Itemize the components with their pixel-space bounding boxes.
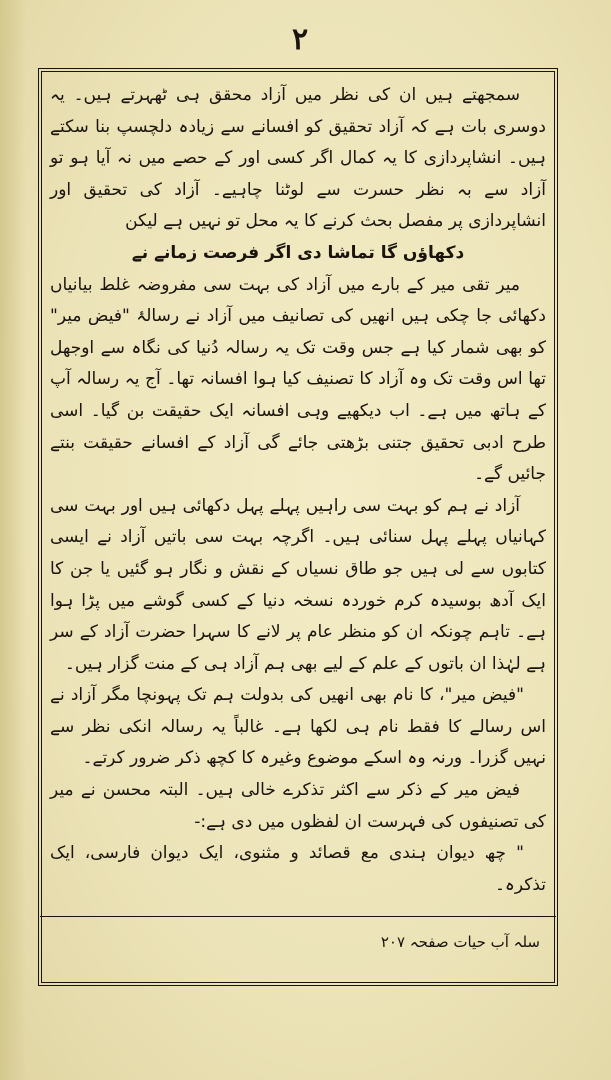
- footnote: سلہ آب حیات صفحہ ۲۰۷: [380, 933, 540, 951]
- verse-line: دکھاؤں گا تماشا دی اگر فرصت زمانے نے: [131, 242, 465, 263]
- footnote-divider: [40, 916, 556, 917]
- paragraph-5: فیض میر کے ذکر سے اکثر تذکرے خالی ہیں۔ البتہ محسن نے میر کی تصنیفوں کی فہرست ان لفظوں میں دی ہے:-: [50, 780, 546, 832]
- paragraph-1: سمجھتے ہیں ان کی نظر میں آزاد محقق ہی ٹھہرتے ہیں۔ یہ دوسری بات ہے کہ آزاد تحقیق کو افسانے سے زیادہ دلچسپ بنا سکتے ہیں۔ انشاپردازی کا یہ کمال اگر کسی اور کے حصے میں نہ آیا ہو تو آزاد سے بہ نظر حسرت سے لوٹنا چاہیے۔ آزاد کی تحقیق اور انشاپردازی پر مفصل بحث کرنے کا یہ محل تو نہیں ہے لیکن: [50, 85, 546, 232]
- main-text: [50, 80, 546, 901]
- page-number: ۲: [291, 22, 309, 57]
- binding-shadow: [0, 0, 26, 1080]
- paragraph-4: "فیض میر"، کا نام بھی انھیں کی بدولت ہم تک پہونچا مگر آزاد نے اس رسالے کا فقط نام ہی لکھا ہے۔ غالباً یہ رسالہ انکی نظر سے نہیں گزرا۔ ورنہ وہ اسکے موضوع وغیرہ کا کچھ ذکر ضرور کرتے۔: [50, 685, 546, 769]
- quoted-list: " چھ دیوان ہندی مع قصائد و مثنوی، ایک دیوان فارسی، ایک تذکرہ۔: [50, 843, 546, 895]
- paragraph-3: آزاد نے ہم کو بہت سی راہیں پہلے پہل دکھائی ہیں اور بہت سی کہانیاں پہلے پہل سنائی ہیں۔ اگرچہ بہت سی باتیں آزاد نے ایسی کتابوں سے لی ہیں جو طاق نسیاں کے نقش و نگار ہو گئیں یا جن کا ایک آدھ بوسیدہ کرم خوردہ نسخہ دنیا کے کسی گوشے میں پڑا ہوا ہے۔ تاہم چونکہ ان کو منظر عام پر لانے کا سہرا حضرت آزاد کے سر ہے لہٰذا ان باتوں کے علم کے لیے بھی ہم آزاد ہی کے منت گزار ہیں۔: [50, 495, 546, 674]
- paragraph-2: میر تقی میر کے بارے میں آزاد کی بہت سی مفروضہ غلط بیانیاں دکھائی جا چکی ہیں انھیں کی تصانیف میں آزاد نے رسالۂ "فیض میر" کو بھی شمار کیا ہے جس وقت تک یہ رسالہ دُنیا کی نگاہ سے اوجھل تھا اس وقت تک وہ آزاد کا تصنیف کیا ہوا افسانہ تھا۔ آج یہ رسالہ آپ کے ہاتھ میں ہے۔ اب دیکھیے وہی افسانہ ایک حقیقت بن گیا۔ اسی طرح ادبی تحقیق جتنی بڑھتی جائے گی آزاد کے افسانے حقیقت بنتے جائیں گے۔: [50, 274, 546, 485]
